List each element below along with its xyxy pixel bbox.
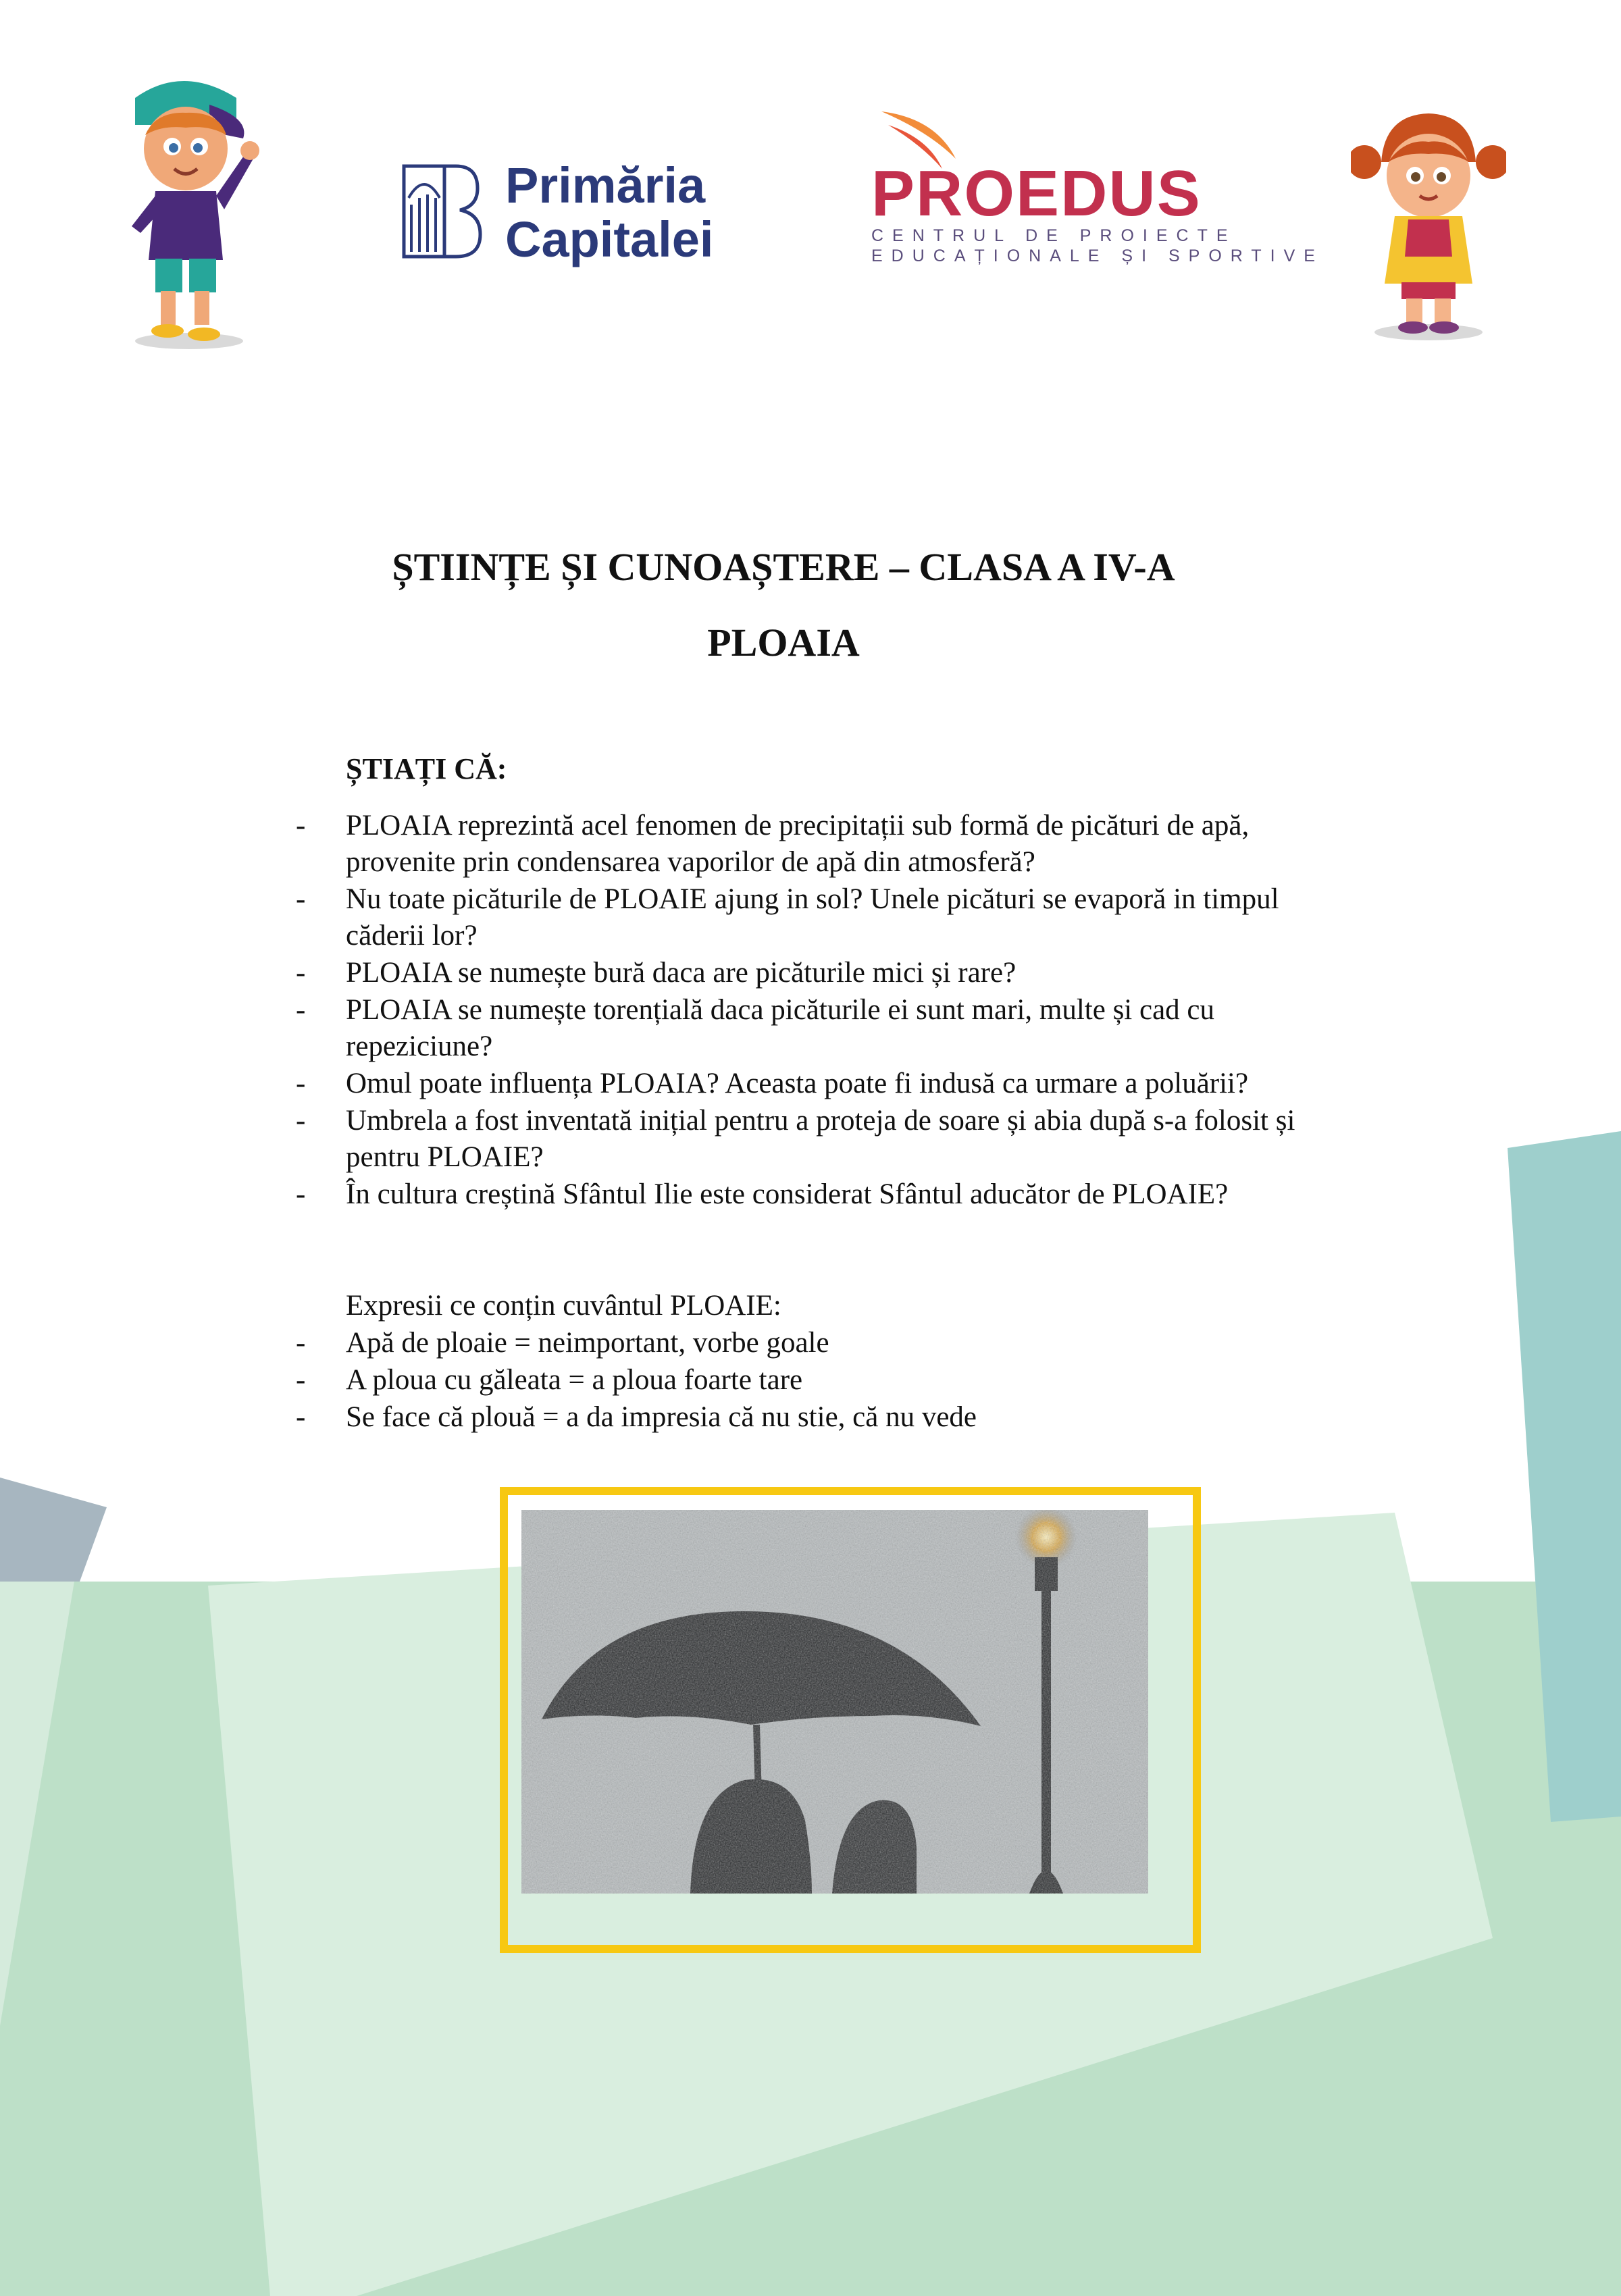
expression-text: A ploua cu găleata = a ploua foarte tare: [346, 1364, 803, 1396]
expressions-heading: Expresii ce conțin cuvântul PLOAIE:: [346, 1290, 781, 1322]
primaria-line1: Primăria: [505, 157, 706, 213]
list-dash: -: [296, 1105, 306, 1137]
document-title: ȘTIINȚE ȘI CUNOAȘTERE – CLASA A IV-A: [392, 545, 1175, 589]
primaria-line2: Capitalei: [505, 211, 714, 267]
fact-line: Omul poate influența PLOAIA? Aceasta poate fi indusă ca urmare a poluării?: [346, 1068, 1249, 1099]
list-dash: -: [296, 1364, 306, 1396]
list-dash: -: [296, 810, 306, 841]
document-subtitle: PLOAIA: [707, 621, 860, 664]
fact-line: provenite prin condensarea vaporilor de apă din atmosferă?: [346, 846, 1035, 878]
proedus-logo-name: PROEDUS: [871, 157, 1202, 230]
list-dash: -: [296, 1327, 306, 1359]
list-dash: -: [296, 1401, 306, 1433]
fact-line: PLOAIA se numește torențială daca picăturile ei sunt mari, multe și cad cu: [346, 994, 1215, 1026]
list-dash: -: [296, 994, 306, 1026]
fact-line: PLOAIA se numește bură daca are picăturile mici și rare?: [346, 957, 1017, 989]
fact-line: căderii lor?: [346, 920, 478, 951]
boy-mascot-image: [108, 71, 263, 355]
proedus-tagline-line1: CENTRUL DE PROIECTE: [871, 226, 1237, 245]
list-dash: -: [296, 1068, 306, 1099]
bg-slate-shape: [0, 1478, 107, 1582]
fact-line: repeziciune?: [346, 1030, 493, 1062]
expression-text: Apă de ploaie = neimportant, vorbe goale: [346, 1327, 829, 1359]
proedus-tagline: [871, 226, 1324, 266]
primaria-emblem-icon: [402, 164, 483, 259]
list-dash: -: [296, 957, 306, 989]
primaria-logo-text: [505, 159, 713, 267]
girl-mascot-image: [1351, 101, 1506, 344]
list-dash: -: [296, 1178, 306, 1210]
fact-line: În cultura creștină Sfântul Ilie este considerat Sfântul aducător de PLOAIE?: [346, 1178, 1229, 1210]
fact-line: Umbrela a fost inventată inițial pentru a proteja de soare și abia după s-a folosit și: [346, 1105, 1295, 1137]
fact-line: Nu toate picăturile de PLOAIE ajung in sol? Unele picături se evaporă in timpul: [346, 883, 1279, 915]
fact-line: PLOAIA reprezintă acel fenomen de precipitații sub formă de picături de apă,: [346, 810, 1250, 841]
proedus-tagline-line2: EDUCAȚIONALE ȘI SPORTIVE: [871, 246, 1324, 265]
facts-heading: ȘTIAȚI CĂ:: [346, 752, 507, 785]
list-dash: -: [296, 883, 306, 915]
expression-text: Se face că plouă = a da impresia că nu stie, că nu vede: [346, 1401, 977, 1433]
fact-line: pentru PLOAIE?: [346, 1141, 544, 1173]
umbrella-rain-photo: [521, 1510, 1148, 1894]
